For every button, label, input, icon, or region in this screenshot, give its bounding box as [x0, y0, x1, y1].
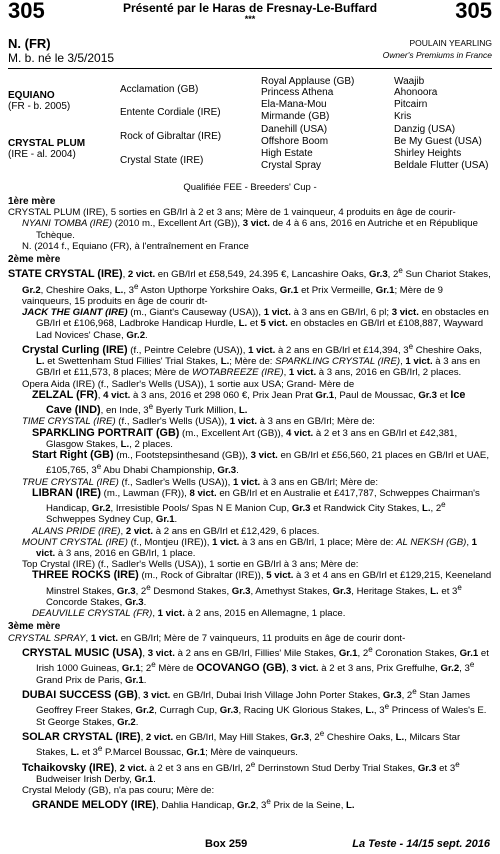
g3-item: Offshore Boom — [261, 136, 329, 147]
paragraph: TRUE CRYSTAL (IRE) (f., Sadler's Wells (USA)), 1 vict. à 3 ans en GB/Irl; Mère de: — [22, 476, 379, 488]
paragraph: Top Crystal (IRE) (f., Sadler's Wells (USA)), 1 sortie en GB/Irl à 3 ans; Mère de: — [22, 559, 359, 571]
lot-number-right: 305 — [455, 0, 492, 23]
paragraph: ALANS PRIDE (IRE), 2 vict. à 2 ans en GB/Irl et £12,429, 6 places. — [32, 525, 320, 537]
presenter: Présenté par le Haras de Fresnay-Le-Buffard — [122, 1, 378, 15]
paragraph: DUBAI SUCCESS (GB), 3 vict. en GB/Irl, Dubai Irish Village John Porter Stakes, Gr.3, 2e Stan James Geoffrey Freer Stakes, Gr.2, Curragh Cup, Gr.3, Racing UK Glorious Stakes, L., 3e Princess of Wales's E. St George Stakes, Gr.2. — [22, 686, 487, 728]
paragraph: CRYSTAL PLUM (IRE), 5 sorties en GB/Irl à 2 et 3 ans; Mère de 1 vainqueur, 4 produits en âge de courir- — [8, 207, 456, 219]
dam-info: (IRE - al. 2004) — [8, 149, 76, 160]
g4-item: Ahonoora — [394, 87, 438, 98]
g3-item: Royal Applause (GB) — [261, 76, 355, 87]
g4-item: Pitcairn — [394, 99, 428, 110]
paragraph: Crystal Curling (IRE) (f., Peintre Celebre (USA)), 1 vict. à 2 ans en GB/Irl et £14,394, 3e Cheshire Oaks, L. et Swettenham Stud Fillies' Trial Stakes, L.; Mère de: SPARKLING CRYSTAL (IRE), 1 vict. à 3 ans en GB/Irl et £11,573, 8 places; Mère de WOTABREEZE (IRE), 1 vict. à 3 ans, 2016 en GB/Irl, 2 places. — [22, 341, 482, 379]
premium-note: Owner's Premiums in France — [382, 50, 492, 60]
paragraph: NYANI TOMBA (IRE) (2010 m., Excellent Art (GB)), 3 vict. de 4 à 6 ans, 2016 en Autriche et en République Tchèque. — [22, 218, 478, 241]
g2-item: Rock of Gibraltar (IRE) — [120, 131, 222, 142]
section-first-dam: 1ère mère — [8, 196, 56, 207]
paragraph: SOLAR CRYSTAL (IRE), 2 vict. en GB/Irl, May Hill Stakes, Gr.3, 2e Cheshire Oaks, L., Milcars Star Stakes, L. et 3e P.Marcel Boussac, Gr.1; Mère de vainqueurs. — [22, 728, 461, 759]
page-footer — [0, 836, 500, 854]
g2-item: Entente Cordiale (IRE) — [120, 107, 221, 118]
produce-record — [8, 194, 492, 812]
horse-description: M. b. né le 3/5/2015 — [8, 51, 115, 65]
section-second-dam: 2ème mère — [8, 254, 61, 266]
paragraph: STATE CRYSTAL (IRE), 2 vict. en GB/Irl et £58,549, 24.395 €, Lancashire Oaks, Gr.3, 2e Sun Chariot Stakes, Gr.2, Cheshire Oaks, L., 3e Aston Upthorpe Yorkshire Oaks, Gr.1 et Prix Vermeille, Gr.1; Mère de 9 vainqueurs, 15 produits en âge de courir dt- — [8, 266, 491, 307]
sire-info: (FR - b. 2005) — [8, 101, 71, 112]
divider — [8, 68, 492, 69]
paragraph: SPARKLING PORTRAIT (GB) (m., Excellent Art (GB)), 4 vict. à 2 et 3 ans en GB/Irl et £42,381, Glasgow Stakes, L., 2 places. — [32, 426, 458, 450]
g4-item: Kris — [394, 111, 412, 122]
g3-item: Crystal Spray — [261, 160, 322, 171]
g4-item: Waajib — [394, 76, 425, 87]
paragraph: CRYSTAL MUSIC (USA), 3 vict. à 2 ans en GB/Irl, Fillies' Mile Stakes, Gr.1, 2e Coronation Stakes, Gr.1 et Irish 1000 Guineas, Gr.1; 2e Mère de OCOVANGO (GB), 3 vict. à 2 et 3 ans, Prix Greffulhe, Gr.2, 3e Grand Prix de Paris, Gr.1. — [22, 644, 489, 686]
dam-name: CRYSTAL PLUM — [8, 138, 86, 149]
paragraph: DEAUVILLE CRYSTAL (FR), 1 vict. à 2 ans, 2015 en Allemagne, 1 place. — [32, 608, 346, 620]
g4-item: Beldale Flutter (USA) — [394, 160, 489, 171]
g3-item: Princess Athena — [261, 87, 334, 98]
paragraph: MOUNT CRYSTAL (IRE) (f., Montjeu (IRE)), 1 vict. à 3 ans en GB/Irl, 1 place; Mère de: AL NEKSH (GB), 1 vict. à 3 ans, 2016 en GB/Irl, 1 place. — [22, 536, 478, 560]
stars: *** — [244, 14, 256, 24]
lot-number: 305 — [8, 0, 45, 23]
paragraph: THREE ROCKS (IRE) (m., Rock of Gibraltar (IRE)), 5 vict. à 3 et 4 ans en GB/Irl et £129,215, Keeneland Minstrel Stakes, Gr.3, 2e Desmond Stakes, Gr.3, Amethyst Stakes, Gr.3, Heritage Stakes, L. et 3e Concorde Stakes, Gr.3. — [32, 569, 492, 609]
g4-item: Danzig (USA) — [394, 124, 456, 135]
section-third-dam: 3ème mère — [8, 621, 61, 633]
paragraph: ZELZAL (FR), 4 vict. à 3 ans, 2016 et 298 060 €, Prix Jean Prat Gr.1, Paul de Moussac, Gr.3 et Ice Cave (IND), en Inde, 3e Byerly Turk Million, L. — [32, 388, 466, 417]
qualification: Qualifiée FEE - Breeders' Cup - — [183, 182, 317, 193]
g3-item: Danehill (USA) — [261, 124, 328, 135]
page-header — [0, 0, 500, 30]
g2-item: Crystal State (IRE) — [120, 155, 204, 166]
g2-item: Acclamation (GB) — [120, 84, 199, 95]
paragraph: N. (2014 f., Equiano (FR), à l'entraînement en France — [22, 240, 249, 252]
g3-item: Ela-Mana-Mou — [261, 99, 327, 110]
subject-block — [8, 36, 492, 65]
horse-name: N. (FR) — [8, 36, 51, 51]
paragraph: Tchaikovsky (IRE), 2 vict. à 2 et 3 ans en GB/Irl, 2e Derrinstown Stud Derby Trial Stakes, Gr.3 et 3e Budweiser Irish Derby, Gr.1. — [22, 759, 460, 785]
paragraph: JACK THE GIANT (IRE) (m., Giant's Causeway (USA)), 1 vict. à 3 ans en GB/Irl, 6 pl; 3 vict. en obstacles en GB/Irl et £106,968, Ladbroke Handicap Hurdle, L. et 5 vict. en obstacles en GB/Irl et £108,887, Wayward Lad Novices' Chase, Gr.2. — [22, 307, 489, 341]
g4-item: Shirley Heights — [394, 148, 462, 159]
box-number: Box 259 — [205, 838, 248, 850]
paragraph: GRANDE MELODY (IRE), Dahlia Handicap, Gr.2, 3e Prix de la Seine, L. — [32, 797, 355, 812]
sire-name: EQUIANO — [8, 90, 55, 101]
g3-item: High Estate — [261, 148, 313, 159]
paragraph: Crystal Melody (GB), n'a pas couru; Mère de: — [22, 785, 215, 797]
category: POULAIN YEARLING — [409, 38, 492, 48]
paragraph: Opera Aida (IRE) (f., Sadler's Wells (USA)), 1 sortie aux USA; Grand- Mère de — [22, 378, 355, 390]
g4-item: Be My Guest (USA) — [394, 136, 482, 147]
paragraph: CRYSTAL SPRAY, 1 vict. en GB/Irl; Mère de 7 vainqueurs, 11 produits en âge de courir dont- — [8, 632, 406, 644]
paragraph: TIME CRYSTAL (IRE) (f., Sadler's Wells (USA)), 1 vict. à 3 ans en GB/Irl; Mère de: — [22, 416, 375, 428]
g3-item: Mirmande (GB) — [261, 111, 330, 122]
paragraph: Start Right (GB) (m., Footstepsinthesand (GB)), 3 vict. en GB/Irl et £56,560, 21 places en GB/Irl et UAE, £105,765, 3e Abu Dhabi Championship, Gr.3. — [32, 449, 489, 477]
paragraph: LIBRAN (IRE) (m., Lawman (FR)), 8 vict. en GB/Irl et en Australie et £417,787, Schweppes Chairman's Handicap, Gr.2, Irresistible Pools/ Spas N E Manion Cup, Gr.3 et Randwick City Stakes, L., 2e Schweppes Sydney Cup, Gr.1. — [32, 486, 480, 526]
pedigree-table — [8, 72, 492, 180]
sale-place-date: La Teste - 14/15 sept. 2016 — [352, 838, 490, 850]
